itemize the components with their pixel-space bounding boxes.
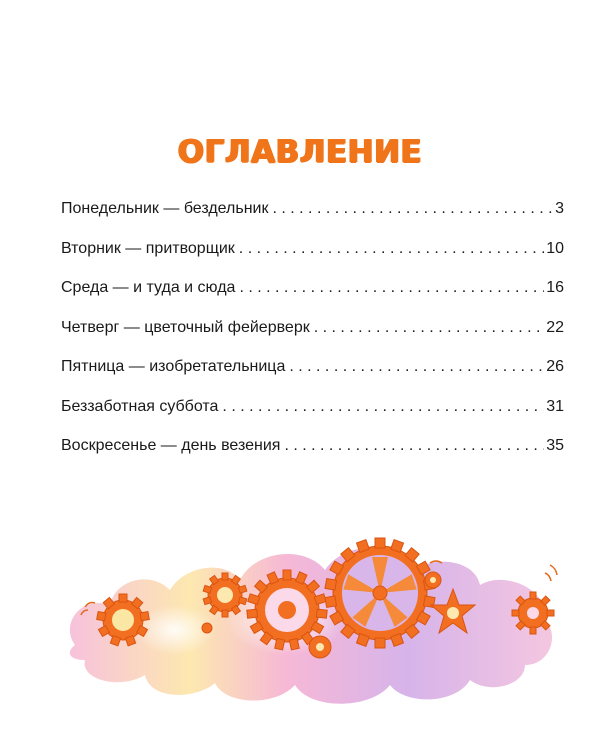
toc-entry-page: 10 (546, 239, 564, 257)
toc-entry-title: Среда — и туда и сюда (61, 279, 236, 296)
toc-entry[interactable] (61, 437, 564, 477)
dot-leader (239, 240, 544, 258)
toc-entry-page: 3 (555, 200, 564, 217)
toc-entry-page: 31 (546, 397, 564, 415)
toc-entry[interactable] (61, 398, 564, 438)
dot-leader (272, 200, 553, 218)
toc-entry-page: 35 (546, 437, 564, 454)
dot-leader (314, 319, 544, 337)
toc-entry-page: 26 (546, 358, 564, 375)
gear-icon (512, 592, 554, 634)
toc-entry[interactable] (61, 240, 564, 280)
gear-icon (202, 623, 212, 633)
gear-icon (325, 538, 435, 648)
toc-entry[interactable] (61, 279, 564, 319)
dot-leader (289, 358, 544, 376)
gear-icon (203, 573, 247, 617)
gear-icon (425, 572, 441, 588)
toc-entry-title: Понедельник — бездельник (61, 200, 269, 217)
page-title: ОГЛАВЛЕНИЕ (177, 133, 423, 170)
toc-entry-title: Вторник — притворщик (61, 239, 235, 257)
toc-entry-title: Четверг — цветочный фейерверк (61, 318, 310, 336)
toc-entry-page: 16 (546, 279, 564, 296)
toc-entry-title: Воскресенье — день везения (61, 437, 281, 454)
dot-leader (239, 279, 544, 297)
toc-entry-title: Пятница — изобретательница (61, 358, 286, 375)
toc-entry[interactable] (61, 319, 564, 359)
toc-entry-page: 22 (546, 318, 564, 336)
gear-icon (309, 636, 331, 658)
table-of-contents (61, 200, 564, 477)
toc-entry[interactable] (61, 358, 564, 398)
toc-entry-title: Беззаботная суббота (61, 397, 219, 415)
dot-leader (284, 437, 544, 455)
dot-leader (222, 398, 544, 416)
toc-entry[interactable] (61, 200, 564, 240)
gears-on-cloud-illustration (55, 535, 565, 715)
